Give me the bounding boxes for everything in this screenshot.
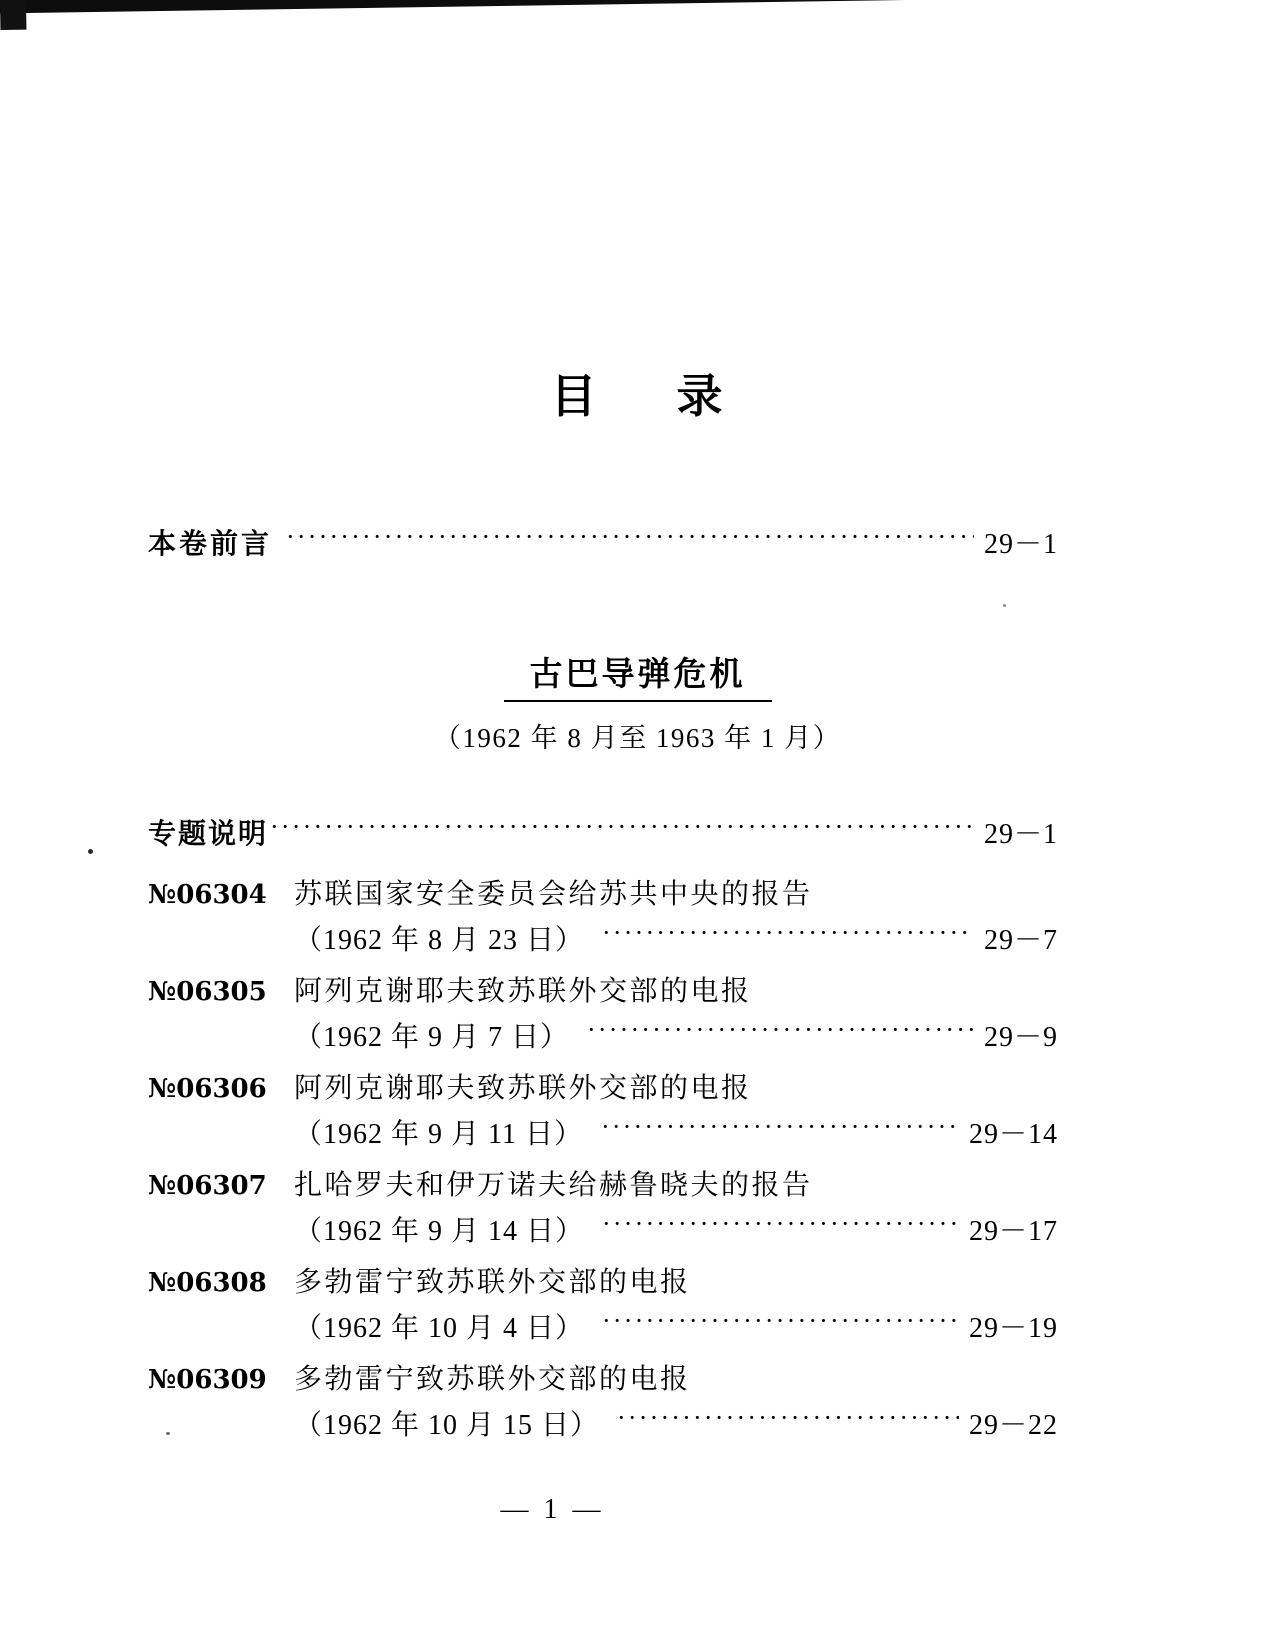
dot-leader [270, 815, 974, 843]
document-number: №06308 [148, 1268, 267, 1298]
toc-entry-date-line [148, 1403, 1058, 1451]
toc-entry-date-line [148, 1209, 1058, 1257]
toc-entry-topic-note[interactable] [148, 812, 1058, 852]
front-matter-label: 本卷前言 [148, 527, 273, 560]
document-date: （1962 年 9 月 14 日） [294, 1216, 585, 1247]
document-date: （1962 年 9 月 11 日） [294, 1119, 583, 1150]
toc-entry-date-line [148, 1112, 1058, 1160]
document-page-number: 29－22 [968, 1410, 1058, 1441]
document-page-number: 29－14 [968, 1119, 1058, 1150]
document-date: （1962 年 10 月 4 日） [294, 1313, 585, 1344]
toc-entry[interactable] [148, 1357, 1058, 1451]
topic-note-label: 专题说明 [148, 817, 269, 850]
section-heading-block [0, 648, 1275, 755]
front-matter-page-number: 29－1 [983, 529, 1058, 560]
dot-leader [601, 1115, 959, 1143]
document-number: №06307 [148, 1171, 267, 1201]
document-date: （1962 年 8 月 23 日） [294, 925, 585, 956]
dot-leader [602, 1212, 959, 1240]
section-date-range: （1962 年 8 月至 1963 年 1 月） [433, 723, 842, 753]
document-page-number: 29－17 [968, 1216, 1058, 1247]
toc-entry-front-matter[interactable] [148, 522, 1058, 562]
dot-leader [286, 525, 974, 553]
toc-entry-date-line [148, 1306, 1058, 1354]
toc-entry-heading-line [148, 872, 1058, 918]
toc-entry[interactable] [148, 969, 1058, 1063]
document-title: 扎哈罗夫和伊万诺夫给赫鲁晓夫的报告 [294, 1170, 813, 1201]
toc-entry-heading-line [148, 969, 1058, 1015]
page-footer [0, 1494, 1275, 1526]
toc-entry-heading-line [148, 1066, 1058, 1112]
footer-page-number: — 1 — [500, 1494, 605, 1525]
page-title-char-second: 录 [676, 369, 725, 423]
document-page-number: 29－7 [983, 925, 1058, 956]
toc-entry-list [148, 872, 1058, 1454]
topic-note-page-number: 29－1 [983, 819, 1058, 850]
toc-entry[interactable] [148, 1260, 1058, 1354]
dot-leader [602, 1309, 959, 1337]
document-title: 苏联国家安全委员会给苏共中央的报告 [294, 879, 813, 910]
document-page-number: 29－9 [983, 1022, 1058, 1053]
page-title [0, 360, 1275, 426]
document-number: №06305 [148, 977, 267, 1007]
section-title: 古巴导弹危机 [504, 648, 772, 702]
toc-entry[interactable] [148, 1066, 1058, 1160]
document-title: 多勃雷宁致苏联外交部的电报 [294, 1364, 691, 1395]
toc-entry[interactable] [148, 1163, 1058, 1257]
dot-leader [617, 1406, 959, 1434]
toc-entry[interactable] [148, 872, 1058, 966]
document-title: 多勃雷宁致苏联外交部的电报 [294, 1267, 691, 1298]
dot-leader [602, 921, 974, 949]
document-page-number: 29－19 [968, 1313, 1058, 1344]
document-title: 阿列克谢耶夫致苏联外交部的电报 [294, 1073, 752, 1104]
document-date: （1962 年 9 月 7 日） [294, 1022, 570, 1053]
document-number: №06309 [148, 1365, 267, 1395]
toc-entry-date-line [148, 1015, 1058, 1063]
page-title-char-first: 目 [550, 369, 599, 423]
toc-entry-date-line [148, 918, 1058, 966]
toc-entry-heading-line [148, 1163, 1058, 1209]
document-number: №06304 [148, 880, 267, 910]
toc-entry-heading-line [148, 1260, 1058, 1306]
document-date: （1962 年 10 月 15 日） [294, 1410, 600, 1441]
document-number: №06306 [148, 1074, 267, 1104]
document-title: 阿列克谢耶夫致苏联外交部的电报 [294, 976, 752, 1007]
dot-leader [587, 1018, 974, 1046]
toc-entry-heading-line [148, 1357, 1058, 1403]
